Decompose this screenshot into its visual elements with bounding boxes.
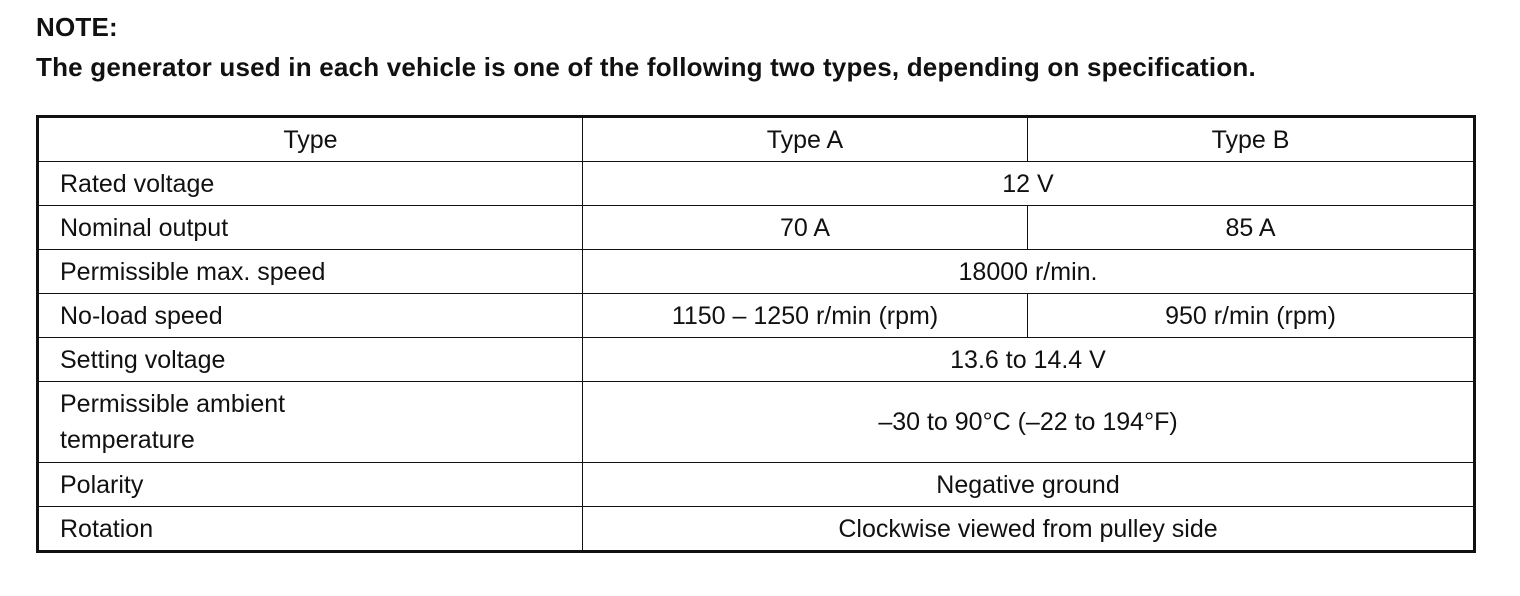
row-value: 13.6 to 14.4 V [583, 338, 1475, 382]
table-row-rotation [38, 507, 1475, 552]
table-row-polarity [38, 463, 1475, 507]
row-value-type-b: 950 r/min (rpm) [1028, 294, 1475, 338]
table-row-nominal-output [38, 206, 1475, 250]
row-label: No-load speed [38, 294, 583, 338]
table-header-row [38, 117, 1475, 162]
row-value-type-b: 85 A [1028, 206, 1475, 250]
table-row-max-speed [38, 250, 1475, 294]
row-label: Nominal output [38, 206, 583, 250]
row-value-type-a: 70 A [583, 206, 1028, 250]
generator-spec-table [36, 115, 1476, 553]
row-value: 18000 r/min. [583, 250, 1475, 294]
header-type: Type [38, 117, 583, 162]
row-value: –30 to 90°C (–22 to 194°F) [583, 382, 1475, 463]
table-row-ambient-temperature [38, 382, 1475, 463]
table-row-rated-voltage [38, 162, 1475, 206]
row-label: Polarity [38, 463, 583, 507]
header-type-a: Type A [583, 117, 1028, 162]
row-label [38, 382, 583, 463]
table-row-setting-voltage [38, 338, 1475, 382]
row-label: Permissible max. speed [38, 250, 583, 294]
row-value: Negative ground [583, 463, 1475, 507]
row-label: Rated voltage [38, 162, 583, 206]
note-heading: NOTE: [36, 12, 118, 42]
header-type-b: Type B [1028, 117, 1475, 162]
row-label: Rotation [38, 507, 583, 552]
row-label-line2: temperature [60, 426, 195, 454]
note-text: The generator used in each vehicle is one of the following two types, depending on specification. [36, 52, 1256, 82]
row-value-type-a: 1150 – 1250 r/min (rpm) [583, 294, 1028, 338]
row-value: Clockwise viewed from pulley side [583, 507, 1475, 552]
table-row-no-load-speed [38, 294, 1475, 338]
row-label: Setting voltage [38, 338, 583, 382]
row-label-line1: Permissible ambient [60, 390, 286, 418]
row-value: 12 V [583, 162, 1475, 206]
